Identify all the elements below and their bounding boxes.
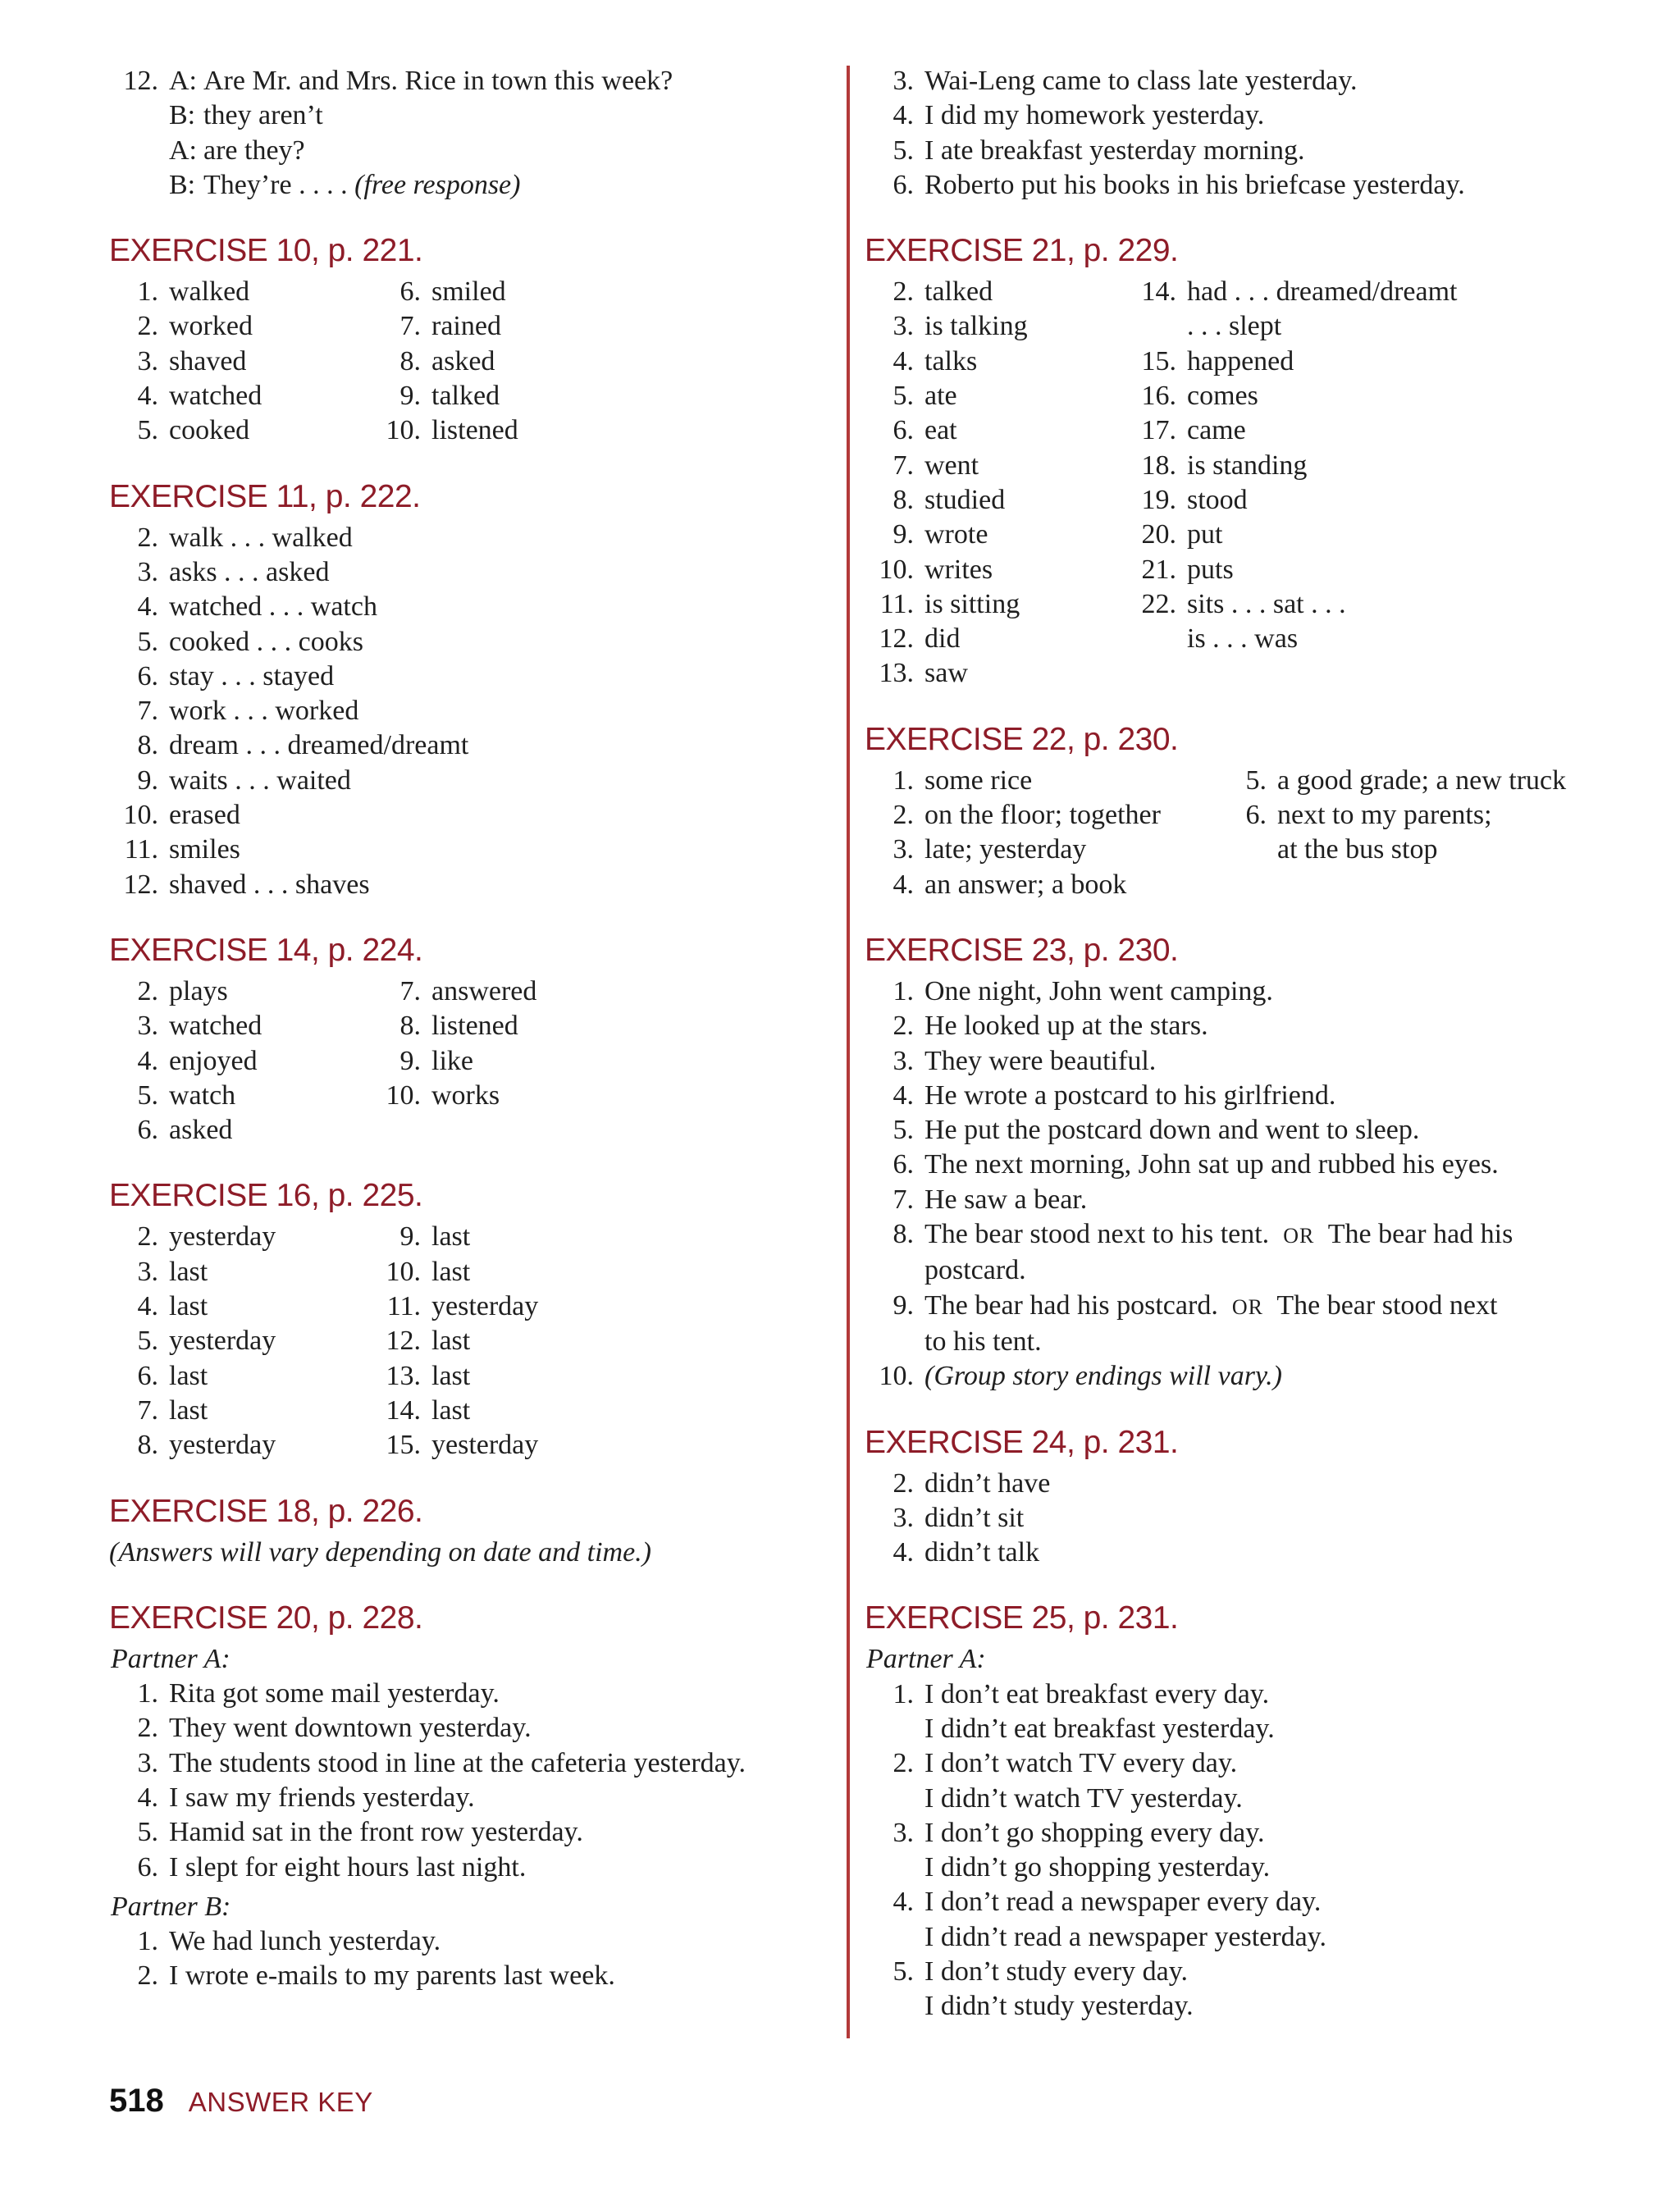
answer: next to my parents; at the bus stop bbox=[1277, 800, 1492, 865]
item-number: 2. bbox=[137, 522, 158, 553]
item-number: 7. bbox=[399, 975, 421, 1006]
answer-continuation: postcard. bbox=[924, 1255, 1026, 1286]
item-number: 2. bbox=[892, 1467, 914, 1499]
answer: did bbox=[924, 623, 961, 655]
item-number: 3. bbox=[137, 556, 158, 587]
answer: I don’t study every day. I didn’t study yesterday. bbox=[924, 1956, 1194, 2022]
or-word: OR bbox=[1231, 1294, 1263, 1319]
answer: I don’t go shopping every day. I didn’t go shopping yesterday. bbox=[924, 1817, 1271, 1883]
item-number: 2. bbox=[892, 276, 914, 308]
exercise-9-item-12 bbox=[109, 64, 831, 203]
answer: listened bbox=[431, 415, 518, 446]
item-number: 14. bbox=[1141, 276, 1176, 308]
item-number: 6. bbox=[137, 660, 158, 691]
answer-continuation: I didn’t study yesterday. bbox=[924, 1991, 1194, 2022]
item-number: 2. bbox=[137, 1713, 158, 1744]
exercise-24 bbox=[865, 1422, 1586, 1571]
answer: watch bbox=[169, 1079, 236, 1111]
exercise-heading: EXERCISE 24, p. 231. bbox=[865, 1424, 1179, 1460]
answer-continuation: at the bus stop bbox=[1277, 834, 1438, 865]
answer: saw bbox=[924, 658, 968, 689]
item-number: 10. bbox=[879, 554, 914, 585]
answers-vary-note: (Answers will vary depending on date and time.) bbox=[109, 1536, 652, 1568]
item-number: 3. bbox=[892, 66, 914, 96]
item-number: 3. bbox=[892, 1817, 914, 1848]
answer: smiled bbox=[431, 276, 506, 308]
answer: walked bbox=[169, 276, 250, 308]
item-number: 6. bbox=[137, 1115, 158, 1146]
answer: answered bbox=[431, 975, 537, 1006]
answer-column bbox=[372, 275, 518, 448]
item-number: 9. bbox=[137, 764, 158, 796]
answer: last bbox=[431, 1256, 471, 1287]
item-number: 6. bbox=[399, 276, 421, 308]
item-number: 3. bbox=[137, 1011, 158, 1042]
answer-continuation: I didn’t watch TV yesterday. bbox=[924, 1782, 1243, 1814]
exercise-23 bbox=[865, 930, 1586, 1394]
answer-column bbox=[109, 1220, 372, 1463]
free-response-note: (free response) bbox=[354, 169, 521, 200]
section-label: ANSWER KEY bbox=[188, 2087, 373, 2117]
item-number: 6. bbox=[1245, 800, 1267, 831]
answer: shaved . . . shaves bbox=[169, 869, 370, 900]
answer: I slept for eight hours last night. bbox=[169, 1851, 527, 1883]
item-number: 7. bbox=[892, 1184, 914, 1215]
answer: some rice bbox=[924, 764, 1033, 796]
exercise-16 bbox=[109, 1175, 831, 1463]
answer-column bbox=[1127, 275, 1457, 691]
partner-a-label: Partner A: bbox=[111, 1643, 231, 1674]
answer-continuation: I didn’t go shopping yesterday. bbox=[924, 1852, 1271, 1883]
answer: erased bbox=[169, 800, 240, 831]
answer: sits . . . sat . . . is . . . was bbox=[1187, 588, 1346, 655]
exercise-14 bbox=[109, 930, 831, 1148]
answer-with-alternative bbox=[865, 1217, 1586, 1289]
item-number: 4. bbox=[892, 100, 914, 131]
page-footer bbox=[109, 2083, 373, 2120]
answer-continuation: is . . . was bbox=[1187, 623, 1299, 655]
answer: I wrote e-mails to my parents last week. bbox=[169, 1960, 615, 1992]
exercise-22 bbox=[865, 719, 1586, 902]
answer: watched bbox=[169, 381, 262, 412]
item-number: 4. bbox=[892, 869, 914, 900]
answer: yesterday bbox=[431, 1291, 539, 1322]
item-number: 4. bbox=[137, 591, 158, 623]
partner-a-label: Partner A: bbox=[866, 1644, 986, 1675]
answer: a good grade; a new truck bbox=[1277, 764, 1567, 796]
answer: The bear had his postcard. bbox=[924, 1289, 1218, 1321]
item-number: 11. bbox=[386, 1291, 421, 1322]
answer: last bbox=[431, 1394, 471, 1426]
answer: Hamid sat in the front row yesterday. bbox=[169, 1817, 583, 1848]
item-number: 1. bbox=[137, 276, 158, 308]
item-number: 13. bbox=[386, 1360, 421, 1391]
answer: last bbox=[169, 1256, 208, 1287]
item-number: 7. bbox=[892, 450, 914, 481]
answer: like bbox=[431, 1045, 473, 1076]
answer: last bbox=[169, 1360, 208, 1391]
exercise-heading: EXERCISE 23, p. 230. bbox=[865, 932, 1179, 968]
answer: happened bbox=[1187, 345, 1294, 377]
answer-continuation: I didn’t read a newspaper yesterday. bbox=[924, 1921, 1326, 1952]
answer: last bbox=[431, 1221, 471, 1253]
answer-column bbox=[865, 275, 1127, 691]
left-column bbox=[109, 64, 831, 1994]
answer: yesterday bbox=[169, 1221, 276, 1253]
item-number: 2. bbox=[137, 975, 158, 1006]
item-number: 1. bbox=[137, 1926, 158, 1957]
item-number: 3. bbox=[137, 345, 158, 377]
item-number: 5. bbox=[892, 381, 914, 412]
item-number: 5. bbox=[137, 415, 158, 446]
item-number: 1. bbox=[892, 764, 914, 796]
answer: asks . . . asked bbox=[169, 556, 330, 587]
item-number: 5. bbox=[892, 1956, 914, 1987]
answer-continuation: to his tent. bbox=[924, 1326, 1042, 1357]
item-number: 7. bbox=[137, 696, 158, 727]
answer: cooked . . . cooks bbox=[169, 626, 364, 657]
item-number: 15. bbox=[386, 1430, 421, 1461]
item-number: 5. bbox=[892, 135, 914, 166]
answer: We had lunch yesterday. bbox=[169, 1926, 441, 1957]
item-number: 5. bbox=[892, 1115, 914, 1146]
item-number: 7. bbox=[137, 1394, 158, 1426]
item-number: 4. bbox=[892, 1079, 914, 1111]
answer: watched bbox=[169, 1011, 262, 1042]
answer: last bbox=[431, 1326, 471, 1357]
right-column bbox=[865, 64, 1586, 2024]
answer: late; yesterday bbox=[924, 834, 1087, 865]
answer: dream . . . dreamed/dreamt bbox=[169, 730, 469, 761]
exercise-heading: EXERCISE 14, p. 224. bbox=[109, 932, 423, 968]
item-number: 18. bbox=[1141, 450, 1176, 481]
speaker-label: B: bbox=[169, 169, 196, 200]
answer: works bbox=[431, 1079, 500, 1111]
speaker-label: B: bbox=[169, 100, 196, 131]
answer: an answer; a book bbox=[924, 869, 1127, 900]
answer: is sitting bbox=[924, 588, 1020, 619]
exercise-11 bbox=[109, 477, 831, 902]
answer: They were beautiful. bbox=[924, 1045, 1157, 1076]
item-number: 8. bbox=[399, 345, 421, 377]
answer: cooked bbox=[169, 415, 250, 446]
answer: didn’t talk bbox=[924, 1537, 1040, 1568]
item-number: 5. bbox=[137, 1079, 158, 1111]
answer: One night, John went camping. bbox=[924, 975, 1273, 1006]
item-number: 6. bbox=[137, 1360, 158, 1391]
answer: eat bbox=[924, 415, 957, 446]
item-number: 8. bbox=[137, 730, 158, 761]
alternative-answer: The bear stood next bbox=[1276, 1289, 1498, 1321]
item-number: 7. bbox=[399, 311, 421, 342]
answer-continuation: . . . slept bbox=[1187, 311, 1282, 342]
or-word: OR bbox=[1283, 1224, 1315, 1248]
item-number: 10. bbox=[386, 1079, 421, 1111]
item-number: 19. bbox=[1141, 484, 1176, 515]
answer: He saw a bear. bbox=[924, 1184, 1088, 1215]
item-number: 4. bbox=[137, 381, 158, 412]
answer: wrote bbox=[924, 519, 988, 550]
answer: work . . . worked bbox=[169, 696, 359, 727]
answer: comes bbox=[1187, 381, 1258, 412]
partner-b-label: Partner B: bbox=[111, 1891, 231, 1922]
answer: is talking bbox=[924, 311, 1028, 342]
answer: writes bbox=[924, 554, 993, 585]
answer: yesterday bbox=[431, 1430, 539, 1461]
item-number: 12. bbox=[123, 869, 158, 900]
item-number: 4. bbox=[892, 345, 914, 377]
answer-column bbox=[372, 974, 536, 1148]
item-number: 1. bbox=[892, 1678, 914, 1709]
answer: The bear stood next to his tent. bbox=[924, 1219, 1270, 1250]
answer: asked bbox=[431, 345, 495, 377]
answer: He wrote a postcard to his girlfriend. bbox=[924, 1079, 1336, 1111]
page-number: 518 bbox=[109, 2083, 164, 2119]
exercise-10 bbox=[109, 230, 831, 448]
answer: enjoyed bbox=[169, 1045, 258, 1076]
exercise-heading: EXERCISE 16, p. 225. bbox=[109, 1178, 423, 1214]
exercise-heading: EXERCISE 22, p. 230. bbox=[865, 721, 1179, 757]
item-number: 16. bbox=[1141, 381, 1176, 412]
item-number: 10. bbox=[386, 415, 421, 446]
answer: Rita got some mail yesterday. bbox=[169, 1678, 500, 1709]
item-number: 8. bbox=[892, 1219, 914, 1250]
item-number: 10. bbox=[123, 800, 158, 831]
item-number: 9. bbox=[399, 381, 421, 412]
item-number: 2. bbox=[892, 800, 914, 831]
speaker-label: A: bbox=[169, 135, 197, 166]
exercise-heading: EXERCISE 21, p. 229. bbox=[865, 233, 1179, 269]
item-number: 15. bbox=[1141, 345, 1176, 377]
answer-column bbox=[109, 974, 372, 1148]
exercise-18 bbox=[109, 1491, 831, 1570]
item-number: 4. bbox=[892, 1537, 914, 1568]
answer: He put the postcard down and went to sleep. bbox=[924, 1115, 1420, 1146]
answer: talked bbox=[924, 276, 993, 308]
item-number: 2. bbox=[892, 1748, 914, 1779]
answer: I did my homework yesterday. bbox=[924, 100, 1265, 131]
exercise-21 bbox=[865, 230, 1586, 691]
item-number: 12. bbox=[123, 66, 158, 96]
column-divider bbox=[847, 66, 850, 2038]
answer: I don’t eat breakfast every day. I didn’t eat breakfast yesterday. bbox=[924, 1678, 1275, 1744]
item-number: 3. bbox=[137, 1747, 158, 1778]
item-number: 9. bbox=[892, 1289, 914, 1321]
exercise-25 bbox=[865, 1598, 1586, 2024]
item-number: 5. bbox=[137, 626, 158, 657]
answer: They went downtown yesterday. bbox=[169, 1713, 532, 1744]
item-number: 3. bbox=[892, 1502, 914, 1533]
answer-column bbox=[1217, 764, 1566, 902]
item-number: 8. bbox=[399, 1011, 421, 1042]
item-number: 9. bbox=[399, 1045, 421, 1076]
answer: last bbox=[431, 1360, 471, 1391]
answer-column bbox=[372, 1220, 538, 1463]
exercise-heading: EXERCISE 20, p. 228. bbox=[109, 1600, 423, 1636]
answer: had . . . dreamed/dreamt . . . slept bbox=[1187, 276, 1458, 342]
answer: last bbox=[169, 1394, 208, 1426]
item-number: 3. bbox=[137, 1256, 158, 1287]
answer: shaved bbox=[169, 345, 247, 377]
item-number: 14. bbox=[386, 1394, 421, 1426]
item-number: 5. bbox=[1245, 764, 1267, 796]
item-number: 3. bbox=[892, 1045, 914, 1076]
answer: plays bbox=[169, 975, 228, 1006]
item-number: 22. bbox=[1141, 588, 1176, 619]
item-number: 4. bbox=[137, 1291, 158, 1322]
answer: yesterday bbox=[169, 1326, 276, 1357]
answer: last bbox=[169, 1291, 208, 1322]
item-number: 13. bbox=[879, 658, 914, 689]
answer: is standing bbox=[1187, 450, 1308, 481]
item-number: 4. bbox=[137, 1045, 158, 1076]
answer: He looked up at the stars. bbox=[924, 1011, 1208, 1042]
item-number: 11. bbox=[124, 834, 158, 865]
answer: on the floor; together bbox=[924, 800, 1161, 831]
answer: I don’t watch TV every day. I didn’t watch TV yesterday. bbox=[924, 1748, 1243, 1814]
answer: came bbox=[1187, 415, 1246, 446]
item-number: 6. bbox=[892, 169, 914, 200]
answer: The next morning, John sat up and rubbed his eyes. bbox=[924, 1149, 1499, 1180]
answer-continuation: I didn’t eat breakfast yesterday. bbox=[924, 1713, 1275, 1744]
answer: studied bbox=[924, 484, 1006, 515]
answer: didn’t have bbox=[924, 1467, 1051, 1499]
item-number: 5. bbox=[137, 1326, 158, 1357]
item-number: 6. bbox=[137, 1851, 158, 1883]
item-number: 2. bbox=[137, 1221, 158, 1253]
exercise-heading: EXERCISE 11, p. 222. bbox=[109, 478, 421, 514]
answer: The students stood in line at the cafeteria yesterday. bbox=[169, 1747, 746, 1778]
item-number: 10. bbox=[386, 1256, 421, 1287]
answer: listened bbox=[431, 1011, 518, 1042]
answer: asked bbox=[169, 1115, 233, 1146]
item-number: 12. bbox=[386, 1326, 421, 1357]
dialog-line: are they? bbox=[203, 135, 305, 166]
answer: worked bbox=[169, 311, 253, 342]
answer-with-alternative bbox=[865, 1289, 1586, 1360]
item-number: 12. bbox=[879, 623, 914, 655]
answer: went bbox=[924, 450, 979, 481]
exercise-20-continued bbox=[865, 64, 1586, 203]
answer: talked bbox=[431, 381, 500, 412]
item-number: 3. bbox=[892, 834, 914, 865]
answer: walk . . . walked bbox=[169, 522, 353, 553]
dialog-line: Are Mr. and Mrs. Rice in town this week? bbox=[203, 66, 673, 96]
answer-column bbox=[109, 275, 372, 448]
item-number: 9. bbox=[892, 519, 914, 550]
answer: Roberto put his books in his briefcase yesterday. bbox=[924, 169, 1465, 200]
answer: ate bbox=[924, 381, 957, 412]
item-number: 20. bbox=[1141, 519, 1176, 550]
item-number: 4. bbox=[137, 1782, 158, 1813]
dialog-line: They’re . . . . bbox=[203, 169, 348, 200]
item-number: 2. bbox=[137, 1960, 158, 1992]
speaker-label: A: bbox=[169, 66, 197, 96]
exercise-20 bbox=[109, 1598, 831, 1994]
answer: I ate breakfast yesterday morning. bbox=[924, 135, 1305, 166]
item-number: 2. bbox=[892, 1011, 914, 1042]
answer: puts bbox=[1187, 554, 1234, 585]
item-number: 17. bbox=[1141, 415, 1176, 446]
exercise-heading: EXERCISE 25, p. 231. bbox=[865, 1600, 1179, 1636]
answers-vary-note: (Group story endings will vary.) bbox=[924, 1361, 1282, 1392]
dialog-line: they aren’t bbox=[203, 100, 323, 131]
item-number: 2. bbox=[137, 311, 158, 342]
item-number: 8. bbox=[137, 1430, 158, 1461]
answer: didn’t sit bbox=[924, 1502, 1025, 1533]
item-number: 4. bbox=[892, 1887, 914, 1918]
answer: I don’t read a newspaper every day. I didn’t read a newspaper yesterday. bbox=[924, 1887, 1326, 1952]
answer: I saw my friends yesterday. bbox=[169, 1782, 475, 1813]
answer: Wai-Leng came to class late yesterday. bbox=[924, 66, 1358, 96]
item-number: 9. bbox=[399, 1221, 421, 1253]
item-number: 8. bbox=[892, 484, 914, 515]
item-number: 1. bbox=[137, 1678, 158, 1709]
item-number: 3. bbox=[892, 311, 914, 342]
exercise-heading: EXERCISE 18, p. 226. bbox=[109, 1493, 423, 1529]
answer: put bbox=[1187, 519, 1223, 550]
answer-column bbox=[865, 764, 1217, 902]
item-number: 6. bbox=[892, 1149, 914, 1180]
alternative-answer: The bear had his bbox=[1327, 1219, 1513, 1250]
answer: yesterday bbox=[169, 1430, 276, 1461]
item-number: 1. bbox=[892, 975, 914, 1006]
item-number: 11. bbox=[879, 588, 914, 619]
item-number: 5. bbox=[137, 1817, 158, 1848]
exercise-heading: EXERCISE 10, p. 221. bbox=[109, 233, 423, 269]
answer: stood bbox=[1187, 484, 1248, 515]
answer: smiles bbox=[169, 834, 240, 865]
answer: talks bbox=[924, 345, 978, 377]
answer: stay . . . stayed bbox=[169, 660, 335, 691]
item-number: 6. bbox=[892, 415, 914, 446]
answer: waits . . . waited bbox=[169, 764, 351, 796]
item-number: 21. bbox=[1141, 554, 1176, 585]
answer: watched . . . watch bbox=[169, 591, 377, 623]
answer: rained bbox=[431, 311, 501, 342]
item-number: 10. bbox=[879, 1361, 914, 1392]
